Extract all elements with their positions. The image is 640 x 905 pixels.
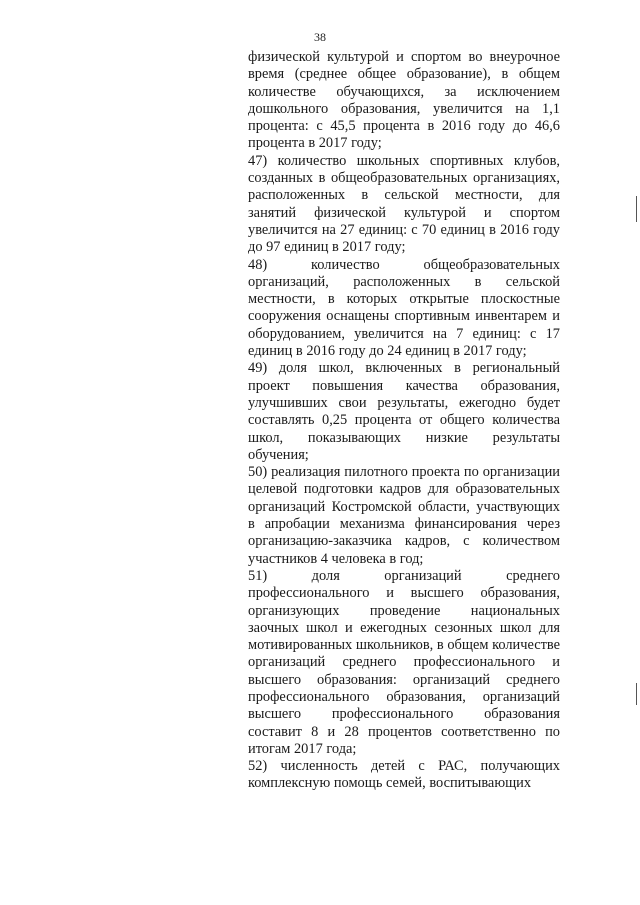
paragraph-item-50: 50) реализация пилотного проекта по организации целевой подготовки кадров для образовательных организаций Костромской области, участвующих в апробации механизма финансирования через организацию-заказчика кадров, с количеством участников 4 человека в год; [248, 464, 560, 567]
paragraph-item-49: 49) доля школ, включенных в региональный проект повышения качества образования, улучшивших свои результаты, ежегодно будет составлять 0,25 процента от общего количества школ, показывающих низкие результаты обучения; [248, 360, 560, 463]
paragraph-item-48: 48) количество общеобразовательных организаций, расположенных в сельской местности, в которых открытые плоскостные сооружения оснащены спортивным инвентарем и оборудованием, увеличится на 7 единиц: с 17 единиц в 2016 году до 24 единиц в 2017 году; [248, 256, 560, 360]
paragraph-item-52: 52) численность детей с РАС, получающих комплексную помощь семей, воспитывающих [248, 758, 560, 792]
document-body [248, 49, 560, 793]
scan-edge-mark [636, 196, 637, 222]
paragraph-item-51: 51) доля организаций среднего профессионального и высшего образования, организующих проведение национальных заочных школ и ежегодных сезонных школ для мотивированных школьников, в общем количестве организаций среднего профессионального и высшего образования: организаций среднего профессионального образования, организаций высшего профессионального образования составит 8 и 28 процентов соответственно по итогам 2017 года; [248, 567, 560, 757]
paragraph-item-47: 47) количество школьных спортивных клубов, созданных в общеобразовательных организациях, расположенных в сельской местности, для занятий физической культурой и спортом увеличится на 27 единиц: с 70 единиц в 2016 году до 97 единиц в 2017 году; [248, 152, 560, 256]
page-number: 38 [314, 30, 326, 44]
scan-edge-mark [636, 683, 637, 705]
paragraph-continuation: физической культурой и спортом во внеурочное время (среднее общее образование), в общем количестве обучающихся, за исключением дошкольного образования, увеличится на 1,1 процента: с 45,5 процента в 2016 году до 46,6 процента в 2017 году; [248, 49, 560, 152]
